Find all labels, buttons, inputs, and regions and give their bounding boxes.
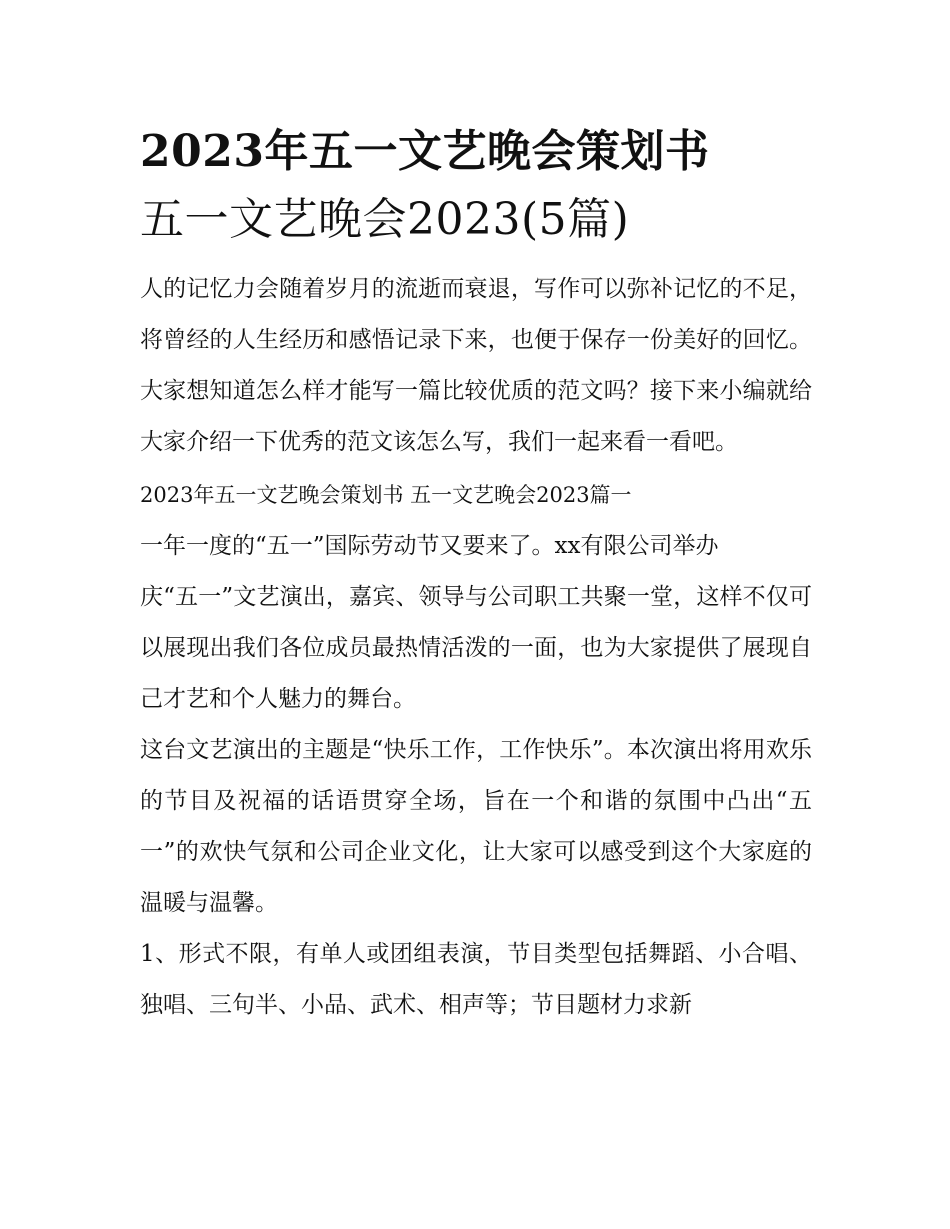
body-paragraph-1: 一年一度的“五一”国际劳动节又要来了。xx有限公司举办 [140, 533, 719, 559]
title-line-1: 2023年五一文艺晚会策划书 [140, 126, 710, 177]
body-paragraph-2: 庆“五一”文艺演出，嘉宾、领导与公司职工共聚一堂，这样不仅可以展现出我们各位成员最热情活泼的一面，也为大家提供了展现自己才艺和个人魅力的舞台。 [140, 584, 812, 712]
body-paragraph-4: 1、形式不限，有单人或团组表演，节目类型包括舞蹈、小合唱、独唱、三句半、小品、武术、相声等；节目题材力求新 [140, 941, 812, 1018]
document-page [140, 118, 812, 1031]
body-paragraph-3: 这台文艺演出的主题是“快乐工作，工作快乐”。本次演出将用欢乐的节目及祝福的话语贯穿全场，旨在一个和谐的氛围中凸出“五一”的欢快气氛和公司企业文化，让大家可以感受到这个大家庭的温暖与温馨。 [140, 737, 812, 916]
title-line-2: 五一文艺晚会2023(5篇) [140, 194, 630, 245]
document-title [140, 118, 812, 254]
intro-paragraph: 人的记忆力会随着岁月的流逝而衰退，写作可以弥补记忆的不足，将曾经的人生经历和感悟记录下来，也便于保存一份美好的回忆。大家想知道怎么样才能写一篇比较优质的范文吗？接下来小编就给大家介绍一下优秀的范文该怎么写，我们一起来看一看吧。 [140, 276, 812, 455]
section-heading: 2023年五一文艺晚会策划书 五一文艺晚会2023篇一 [140, 483, 632, 507]
